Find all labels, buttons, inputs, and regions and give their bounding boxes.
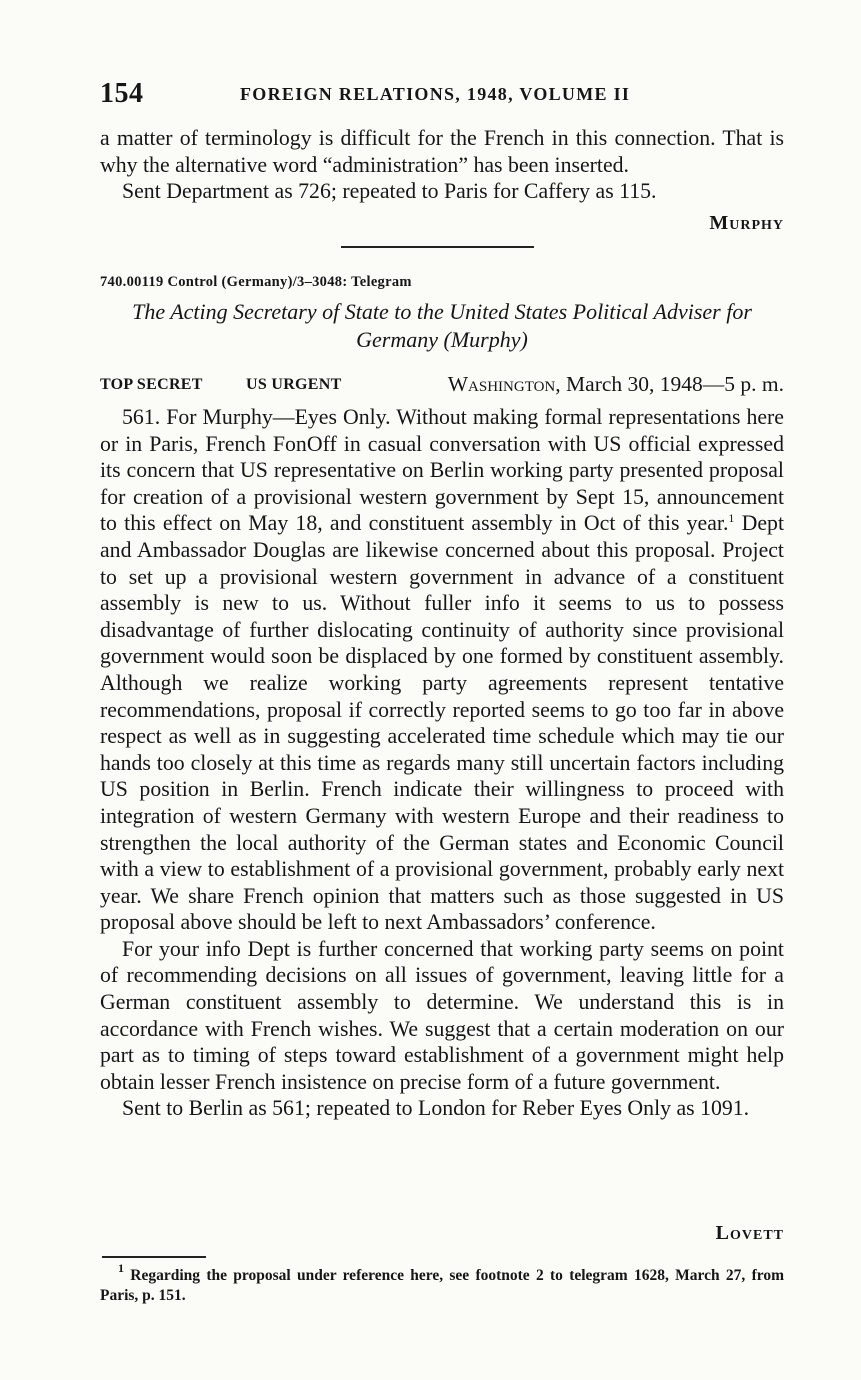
telegram-paragraph-1-part-b: Dept and Ambassador Douglas are likewise concerned about this proposal. Project to set up a provisional western government in advance of a constituent assembly is new to us. Without fuller info it seems to us to possess disadvantage of further dislocating continuity of authority since provisional government would soon be displaced by one formed by constituent assembly. Although we realize working party agreements represent tentative recommendations, proposal if correctly reported seems to go too far in above respect as well as in suggesting accelerated time schedule which may tie our hands too closely at this time as regards many still uncertain factors including US position in Berlin. French indicate their willingness to proceed with integration of western Germany with western Europe and their readiness to strengthen the local authority of the German states and Economic Council with a view to establishment of a provisional government, probably early next year. We share French opinion that matters such as those suggested in US proposal above should be left to next Ambassadors’ conference. <box>100 511 784 935</box>
dateline <box>100 372 784 402</box>
running-head: FOREIGN RELATIONS, 1948, VOLUME II <box>240 84 631 104</box>
place: Washington <box>447 372 556 396</box>
footnote-text <box>100 1261 784 1306</box>
telegram-paragraph-1 <box>100 404 784 936</box>
continuation-text <box>100 125 784 205</box>
priority: US URGENT <box>246 376 342 393</box>
footnote-reference: 1 <box>728 511 735 526</box>
footnote-rule <box>102 1256 206 1258</box>
footnote-body: Regarding the proposal under reference here, see footnote 2 to telegram 1628, March 27, from Paris, p. 151. <box>100 1267 784 1304</box>
signature-lovett: Lovett <box>715 1222 784 1244</box>
date: , March 30, 1948—5 p. m. <box>555 372 784 396</box>
place-and-date <box>448 372 784 397</box>
section-divider <box>341 246 534 248</box>
continuation-paragraph: a matter of terminology is difficult for the French in this connection. That is why the alternative word “administration” has been inserted. <box>100 126 784 177</box>
telegram-paragraph-1-part-a: 561. For Murphy—Eyes Only. Without making formal representations here or in Paris, French FonOff in casual conversation with US official expressed its concern that US representative on Berlin working party presented proposal for creation of a provisional western government by Sept 15, announcement to this effect on May 18, and constituent assembly in Oct of this year. <box>100 405 784 536</box>
telegram-paragraph-2: For your info Dept is further concerned that working party seems on point of recommending decisions on all issues of government, leaving little for a German constituent assembly to determine. We understand this is in accordance with French wishes. We suggest that a certain moderation on our part as to timing of steps toward establishment of a government might help obtain lesser French insistence on precise form of a future government. <box>100 936 784 1094</box>
signature-murphy: Murphy <box>709 212 784 234</box>
file-identifier: 740.00119 Control (Germany)/3–3048: Telegram <box>100 274 412 290</box>
document-title: The Acting Secretary of State to the United States Political Adviser for Germany (Murphy) <box>132 299 752 352</box>
footnote-marker: 1 <box>118 1261 124 1275</box>
classification: TOP SECRET <box>100 376 203 393</box>
footnote <box>100 1261 784 1306</box>
page-header <box>100 78 784 114</box>
telegram-paragraph-3: Sent to Berlin as 561; repeated to London for Reber Eyes Only as 1091. <box>122 1096 750 1121</box>
routing-note: Sent Department as 726; repeated to Paris for Caffery as 115. <box>122 179 657 204</box>
telegram-body <box>100 404 784 1122</box>
page-number: 154 <box>100 78 144 109</box>
